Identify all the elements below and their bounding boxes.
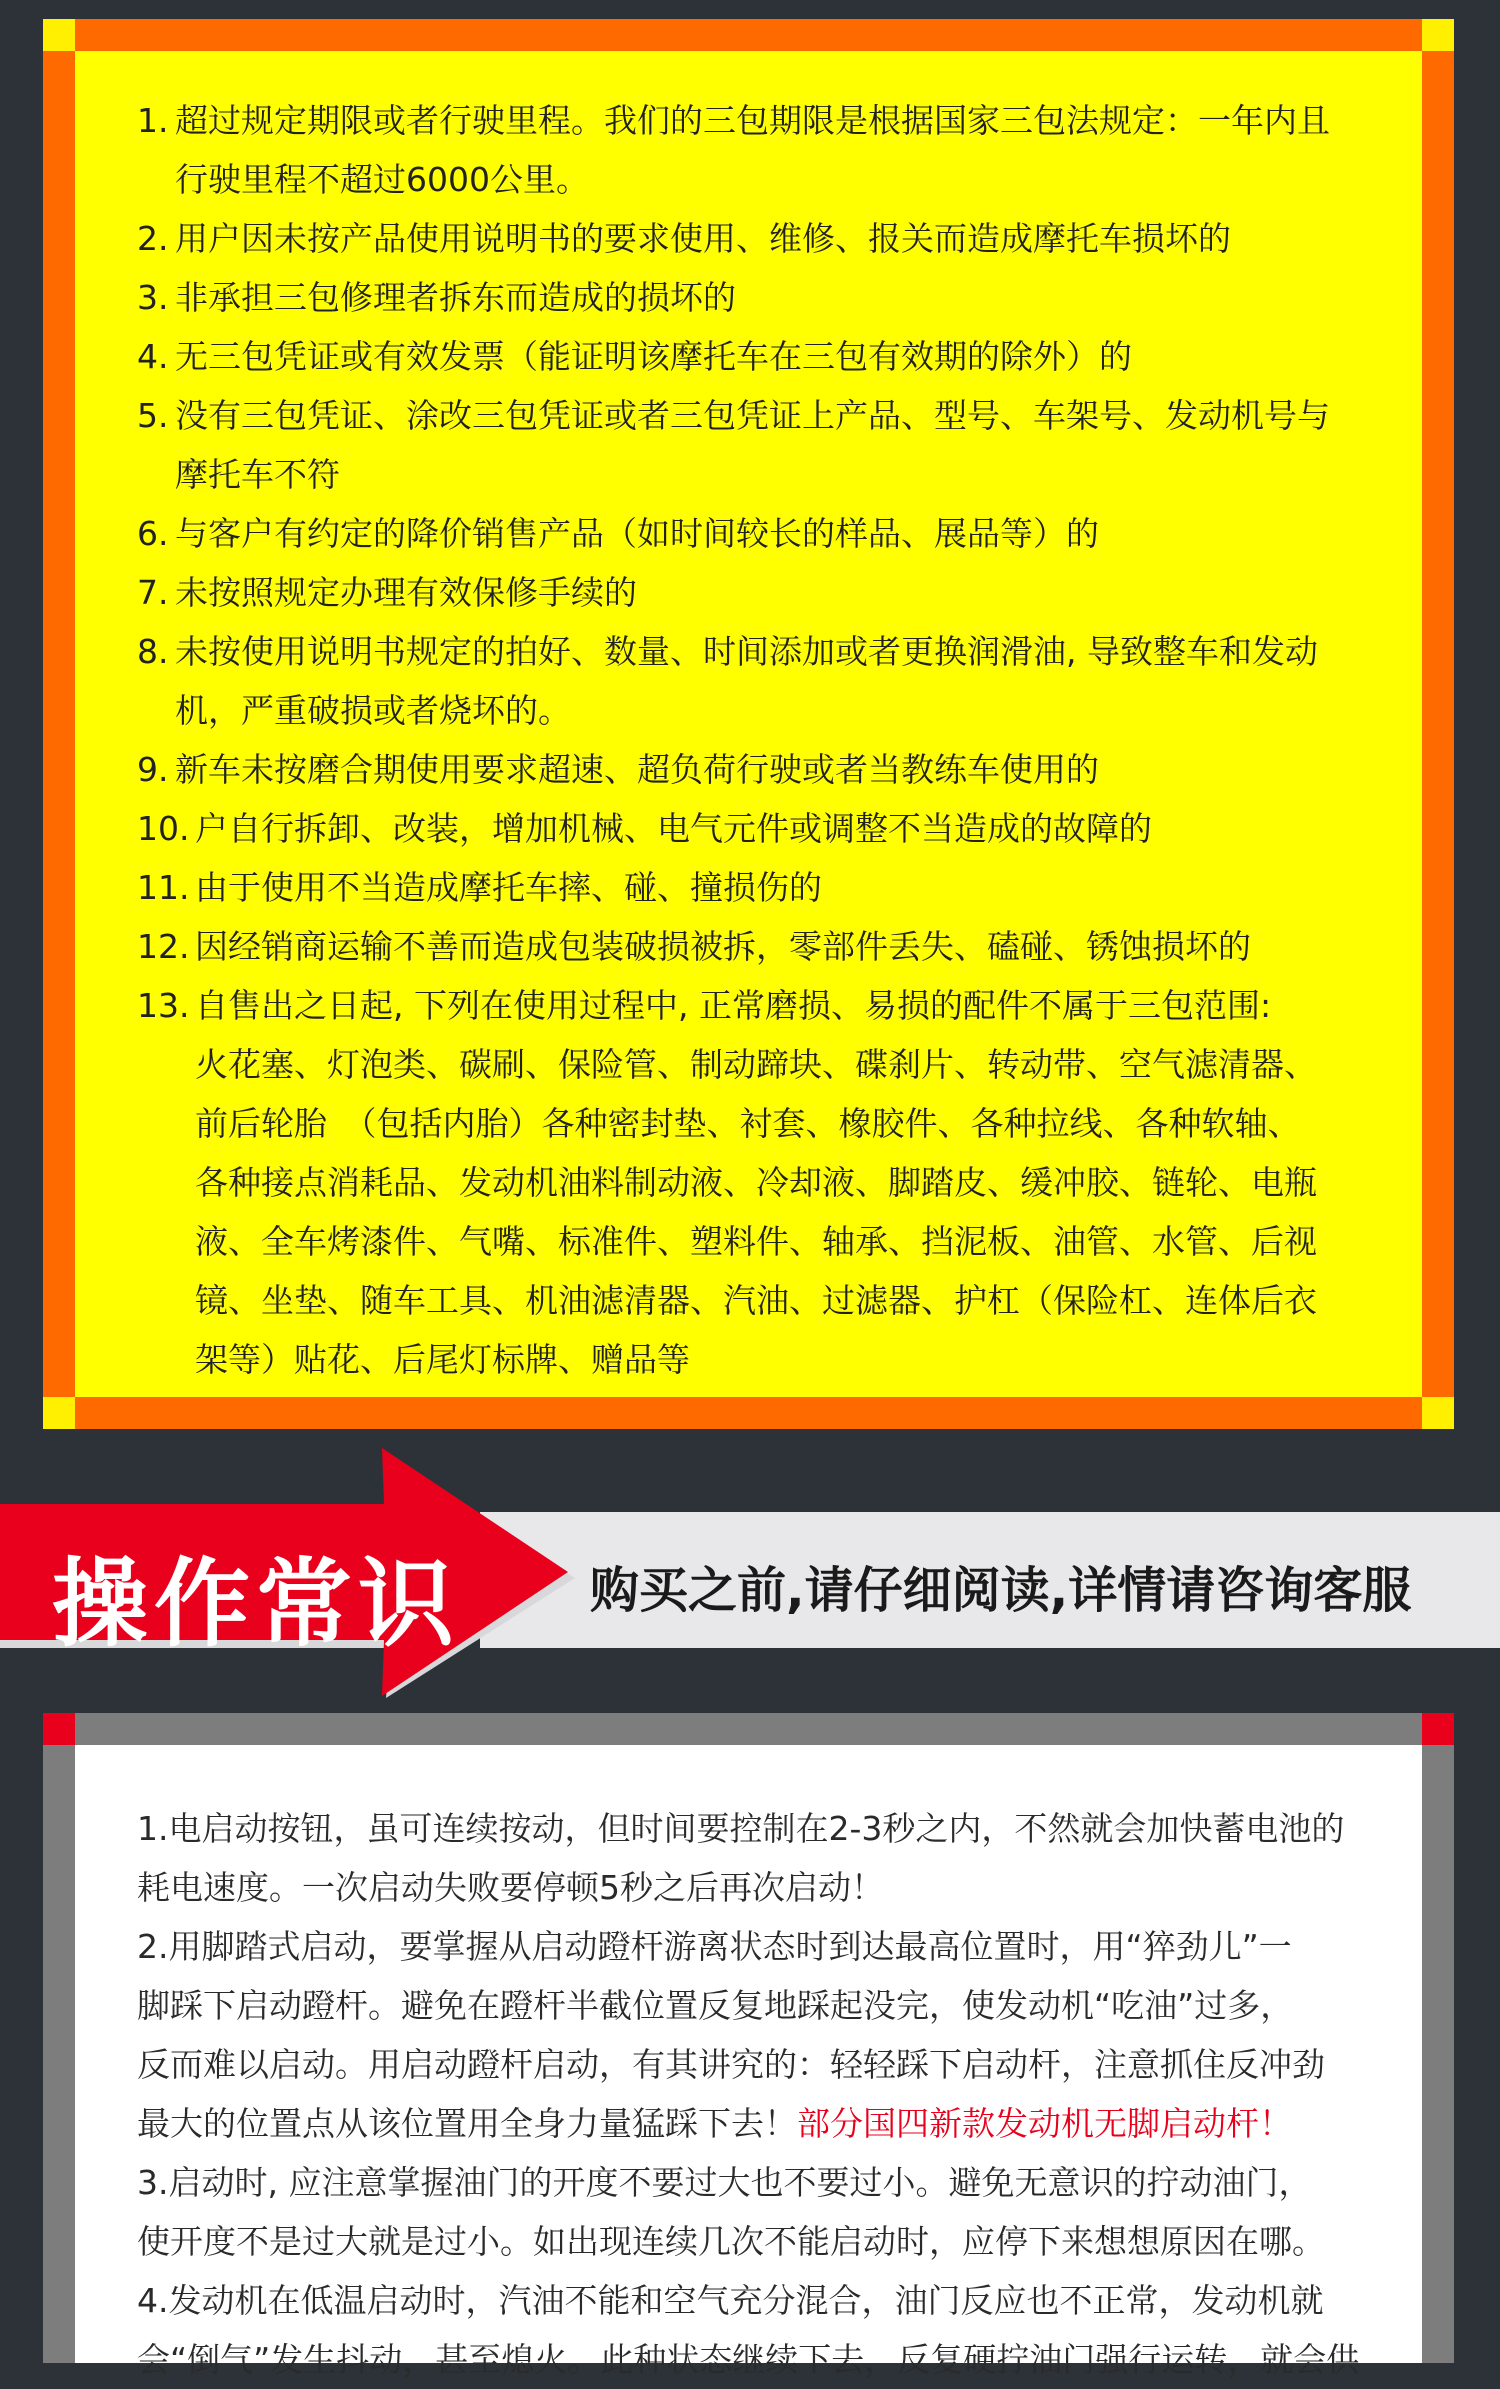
- warranty-exclusions-panel: [43, 19, 1454, 1429]
- exclusion-text-line: 新车未按磨合期使用要求超速、超负荷行驶或者当教练车使用的: [175, 750, 1099, 789]
- tip-line: 脚踩下启动蹬杆。避免在蹬杆半截位置反复地踩起没完，使发动机“吃油”过多，: [137, 1986, 1294, 2025]
- corner-square: [1422, 19, 1454, 51]
- exclusion-item: [137, 209, 1467, 268]
- banner-title: 操作常识: [52, 1548, 460, 1660]
- exclusion-item: [137, 622, 1467, 740]
- exclusion-number: 5.: [137, 396, 169, 435]
- exclusion-text-line: 机，严重破损或者烧坏的。: [175, 691, 571, 730]
- exclusion-number: 9.: [137, 750, 169, 789]
- warranty-exclusions-list: [137, 91, 1467, 1389]
- exclusion-text-line: 镜、坐垫、随车工具、机油滤清器、汽油、过滤器、护杠（保险杠、连体后衣: [195, 1281, 1317, 1320]
- exclusion-text-line: 行驶里程不超过6000公里。: [175, 160, 589, 199]
- exclusion-item: [137, 91, 1467, 209]
- exclusion-number: 1.: [137, 101, 169, 140]
- exclusion-text-line: 超过规定期限或者行驶里程。我们的三包期限是根据国家三包法规定：一年内且: [175, 101, 1330, 140]
- tip-line: 4.发动机在低温启动时，汽油不能和空气充分混合，油门反应也不正常，发动机就: [137, 2281, 1324, 2320]
- banner-subtitle: 购买之前,请仔细阅读,详情请咨询客服: [590, 1562, 1412, 1619]
- exclusion-text: [175, 268, 1467, 327]
- exclusion-item: [137, 386, 1467, 504]
- exclusion-number: 6.: [137, 514, 169, 553]
- exclusion-number: 12.: [137, 927, 190, 966]
- exclusion-number: 3.: [137, 278, 169, 317]
- exclusion-text-line: 各种接点消耗品、发动机油料制动液、冷却液、脚踏皮、缓冲胶、链轮、电瓶: [195, 1163, 1317, 1202]
- exclusion-item: [137, 858, 1467, 917]
- exclusion-item: [137, 740, 1467, 799]
- exclusion-number: 10.: [137, 809, 190, 848]
- exclusion-text-line: 摩托车不符: [175, 455, 340, 494]
- tip-line: 耗电速度。一次启动失败要停顿5秒之后再次启动！: [137, 1868, 884, 1907]
- exclusion-text: [175, 327, 1467, 386]
- operation-tips-content: [75, 1745, 1422, 2379]
- exclusion-item: [137, 563, 1467, 622]
- tip-line: 使开度不是过大就是过小。如出现连续几次不能启动时，应停下来想想原因在哪。: [137, 2222, 1325, 2261]
- exclusion-number: 7.: [137, 573, 169, 612]
- exclusion-text-line: 前后轮胎 （包括内胎）各种密封垫、衬套、橡胶件、各种拉线、各种软轴、: [195, 1104, 1301, 1143]
- exclusion-text-line: 由于使用不当造成摩托车摔、碰、撞损伤的: [195, 868, 822, 907]
- corner-square: [43, 1397, 75, 1429]
- exclusion-text-line: 未按使用说明书规定的拍好、数量、时间添加或者更换润滑油, 导致整车和发动: [175, 632, 1318, 671]
- exclusion-text: [175, 563, 1467, 622]
- exclusion-text-line: 因经销商运输不善而造成包装破损被拆，零部件丢失、磕碰、锈蚀损坏的: [195, 927, 1251, 966]
- section-banner: [0, 1448, 1500, 1708]
- exclusion-number: 4.: [137, 337, 169, 376]
- corner-square: [43, 1713, 75, 1745]
- exclusion-text-line: 架等）贴花、后尾灯标牌、赠品等: [195, 1340, 690, 1379]
- exclusion-number: 11.: [137, 868, 190, 907]
- exclusion-text-line: 与客户有约定的降价销售产品（如时间较长的样品、展品等）的: [175, 514, 1099, 553]
- corner-square: [1422, 1713, 1454, 1745]
- exclusion-text: [195, 858, 1467, 917]
- exclusion-text-line: 无三包凭证或有效发票（能证明该摩托车在三包有效期的除外）的: [175, 337, 1132, 376]
- exclusion-item: [137, 327, 1467, 386]
- exclusion-text: [175, 386, 1467, 504]
- exclusion-number: 13.: [137, 986, 190, 1025]
- exclusion-text-line: 未按照规定办理有效保修手续的: [175, 573, 637, 612]
- warranty-exclusions-content: [75, 51, 1422, 1397]
- exclusion-text: [195, 917, 1467, 976]
- tip-line: 2.用脚踏式启动，要掌握从启动蹬杆游离状态时到达最高位置时，用“猝劲儿”一: [137, 1927, 1292, 1966]
- operation-tips-list: [137, 1799, 1467, 2389]
- exclusion-item: [137, 268, 1467, 327]
- exclusion-text-line: 非承担三包修理者拆东而造成的损坏的: [175, 278, 736, 317]
- exclusion-number: 2.: [137, 219, 169, 258]
- exclusion-text: [195, 976, 1467, 1389]
- exclusion-text: [175, 622, 1467, 740]
- tip-line: 会“倒气”发生抖动，甚至熄火。此种状态继续下去，反复硬拧油门强行运转，就会供: [137, 2340, 1360, 2379]
- corner-square: [43, 19, 75, 51]
- exclusion-text-line: 没有三包凭证、涂改三包凭证或者三包凭证上产品、型号、车架号、发动机号与: [175, 396, 1330, 435]
- tip-line: 3.启动时, 应注意掌握油门的开度不要过大也不要过小。避免无意识的拧动油门，: [137, 2163, 1312, 2202]
- tip-line-mixed: [137, 2094, 1467, 2153]
- operation-tips-panel: [43, 1713, 1454, 2379]
- exclusion-text-line: 户自行拆卸、改装，增加机械、电气元件或调整不当造成的故障的: [195, 809, 1152, 848]
- tip-line: 反而难以启动。用启动蹬杆启动，有其讲究的：轻轻踩下启动杆，注意抓住反冲劲: [137, 2045, 1325, 2084]
- tip-warning-text: 部分国四新款发动机无脚启动杆！: [797, 2104, 1292, 2143]
- corner-square: [1422, 1397, 1454, 1429]
- exclusion-text: [175, 504, 1467, 563]
- exclusion-item: [137, 504, 1467, 563]
- exclusion-text: [175, 740, 1467, 799]
- exclusion-text-line: 火花塞、灯泡类、碳刷、保险管、制动蹄块、碟刹片、转动带、空气滤清器、: [195, 1045, 1317, 1084]
- exclusion-text: [175, 209, 1467, 268]
- exclusion-item: [137, 799, 1467, 858]
- exclusion-text-line: 液、全车烤漆件、气嘴、标准件、塑料件、轴承、挡泥板、油管、水管、后视: [195, 1222, 1317, 1261]
- tip-line: 1.电启动按钮，虽可连续按动，但时间要控制在2-3秒之内，不然就会加快蓄电池的: [137, 1809, 1345, 1848]
- exclusion-item: [137, 976, 1467, 1389]
- exclusion-text-line: 自售出之日起, 下列在使用过程中, 正常磨损、易损的配件不属于三包范围:: [195, 986, 1272, 1025]
- exclusion-text: [175, 91, 1467, 209]
- exclusion-item: [137, 917, 1467, 976]
- exclusion-number: 8.: [137, 632, 169, 671]
- exclusion-text-line: 用户因未按产品使用说明书的要求使用、维修、报关而造成摩托车损坏的: [175, 219, 1231, 258]
- tip-text: 最大的位置点从该位置用全身力量猛踩下去！: [137, 2104, 797, 2143]
- exclusion-text: [195, 799, 1467, 858]
